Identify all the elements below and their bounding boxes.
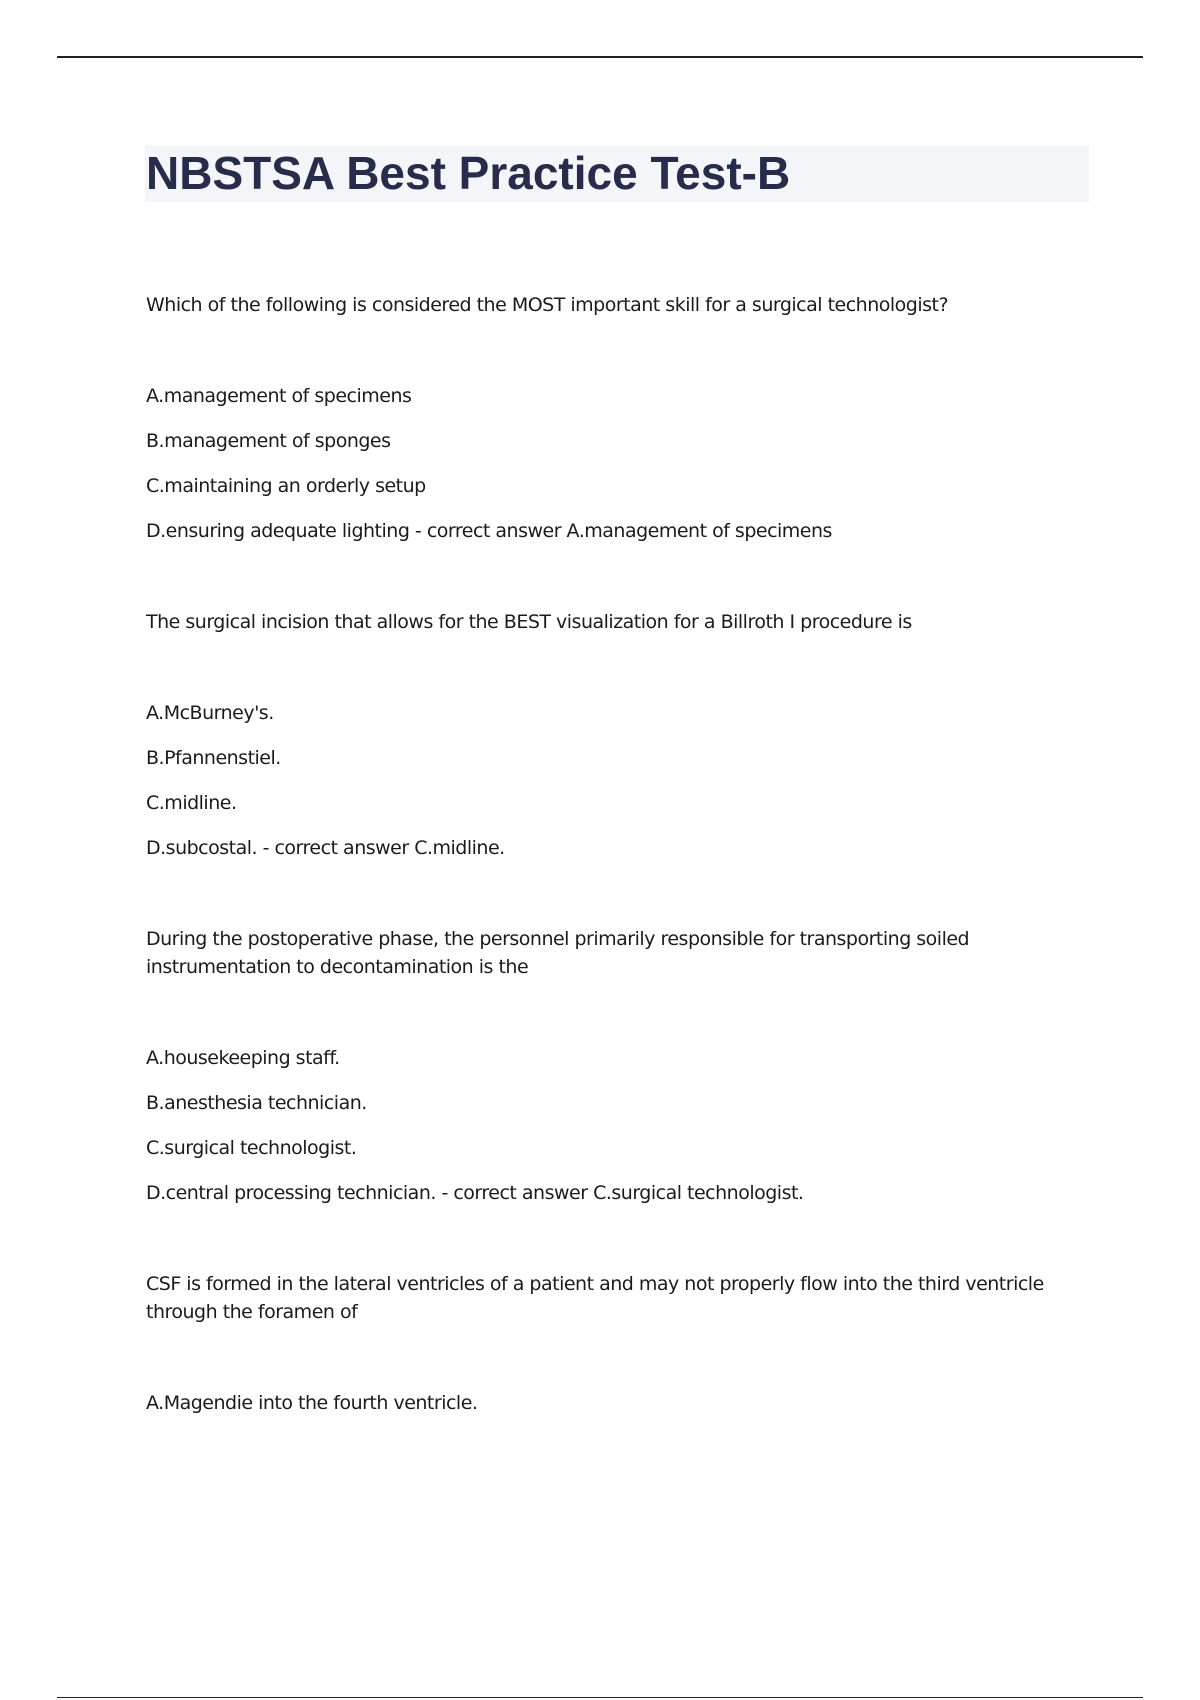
question-list	[146, 291, 1076, 1417]
answer-option: A.McBurney's.	[146, 702, 274, 724]
answer-option: C.midline.	[146, 792, 237, 814]
answer-option: B.Pfannenstiel.	[146, 747, 281, 769]
answer-option: D.subcostal. - correct answer C.midline.	[146, 837, 505, 859]
answer-option: C.surgical technologist.	[146, 1137, 357, 1159]
question-3	[146, 925, 1076, 1207]
answer-options	[146, 1389, 1076, 1417]
answer-option: D.central processing technician. - correct answer C.surgical technologist.	[146, 1182, 804, 1204]
question-text: CSF is formed in the lateral ventricles of a patient and may not properly flow into the third ventricle through the foramen of	[146, 1273, 1044, 1323]
question-2	[146, 608, 1076, 862]
top-rule	[57, 56, 1143, 58]
question-text: The surgical incision that allows for the BEST visualization for a Billroth I procedure is	[146, 611, 912, 633]
answer-option: A.management of specimens	[146, 385, 412, 407]
answer-option: B.anesthesia technician.	[146, 1092, 367, 1114]
answer-option: C.maintaining an orderly setup	[146, 475, 426, 497]
answer-options	[146, 382, 1076, 545]
question-1	[146, 291, 1076, 545]
answer-option: B.management of sponges	[146, 430, 391, 452]
bottom-rule	[57, 1697, 1143, 1698]
answer-options	[146, 699, 1076, 862]
question-text: During the postoperative phase, the personnel primarily responsible for transporting soiled instrumentation to decontamination is the	[146, 928, 970, 978]
answer-option: D.ensuring adequate lighting - correct answer A.management of specimens	[146, 520, 832, 542]
question-4	[146, 1270, 1076, 1417]
answer-option: A.housekeeping staff.	[146, 1047, 340, 1069]
answer-options	[146, 1044, 1076, 1207]
page-title: NBSTSA Best Practice Test-B	[146, 147, 791, 199]
question-text: Which of the following is considered the MOST important skill for a surgical technologist?	[146, 294, 949, 316]
answer-option: A.Magendie into the fourth ventricle.	[146, 1392, 478, 1414]
